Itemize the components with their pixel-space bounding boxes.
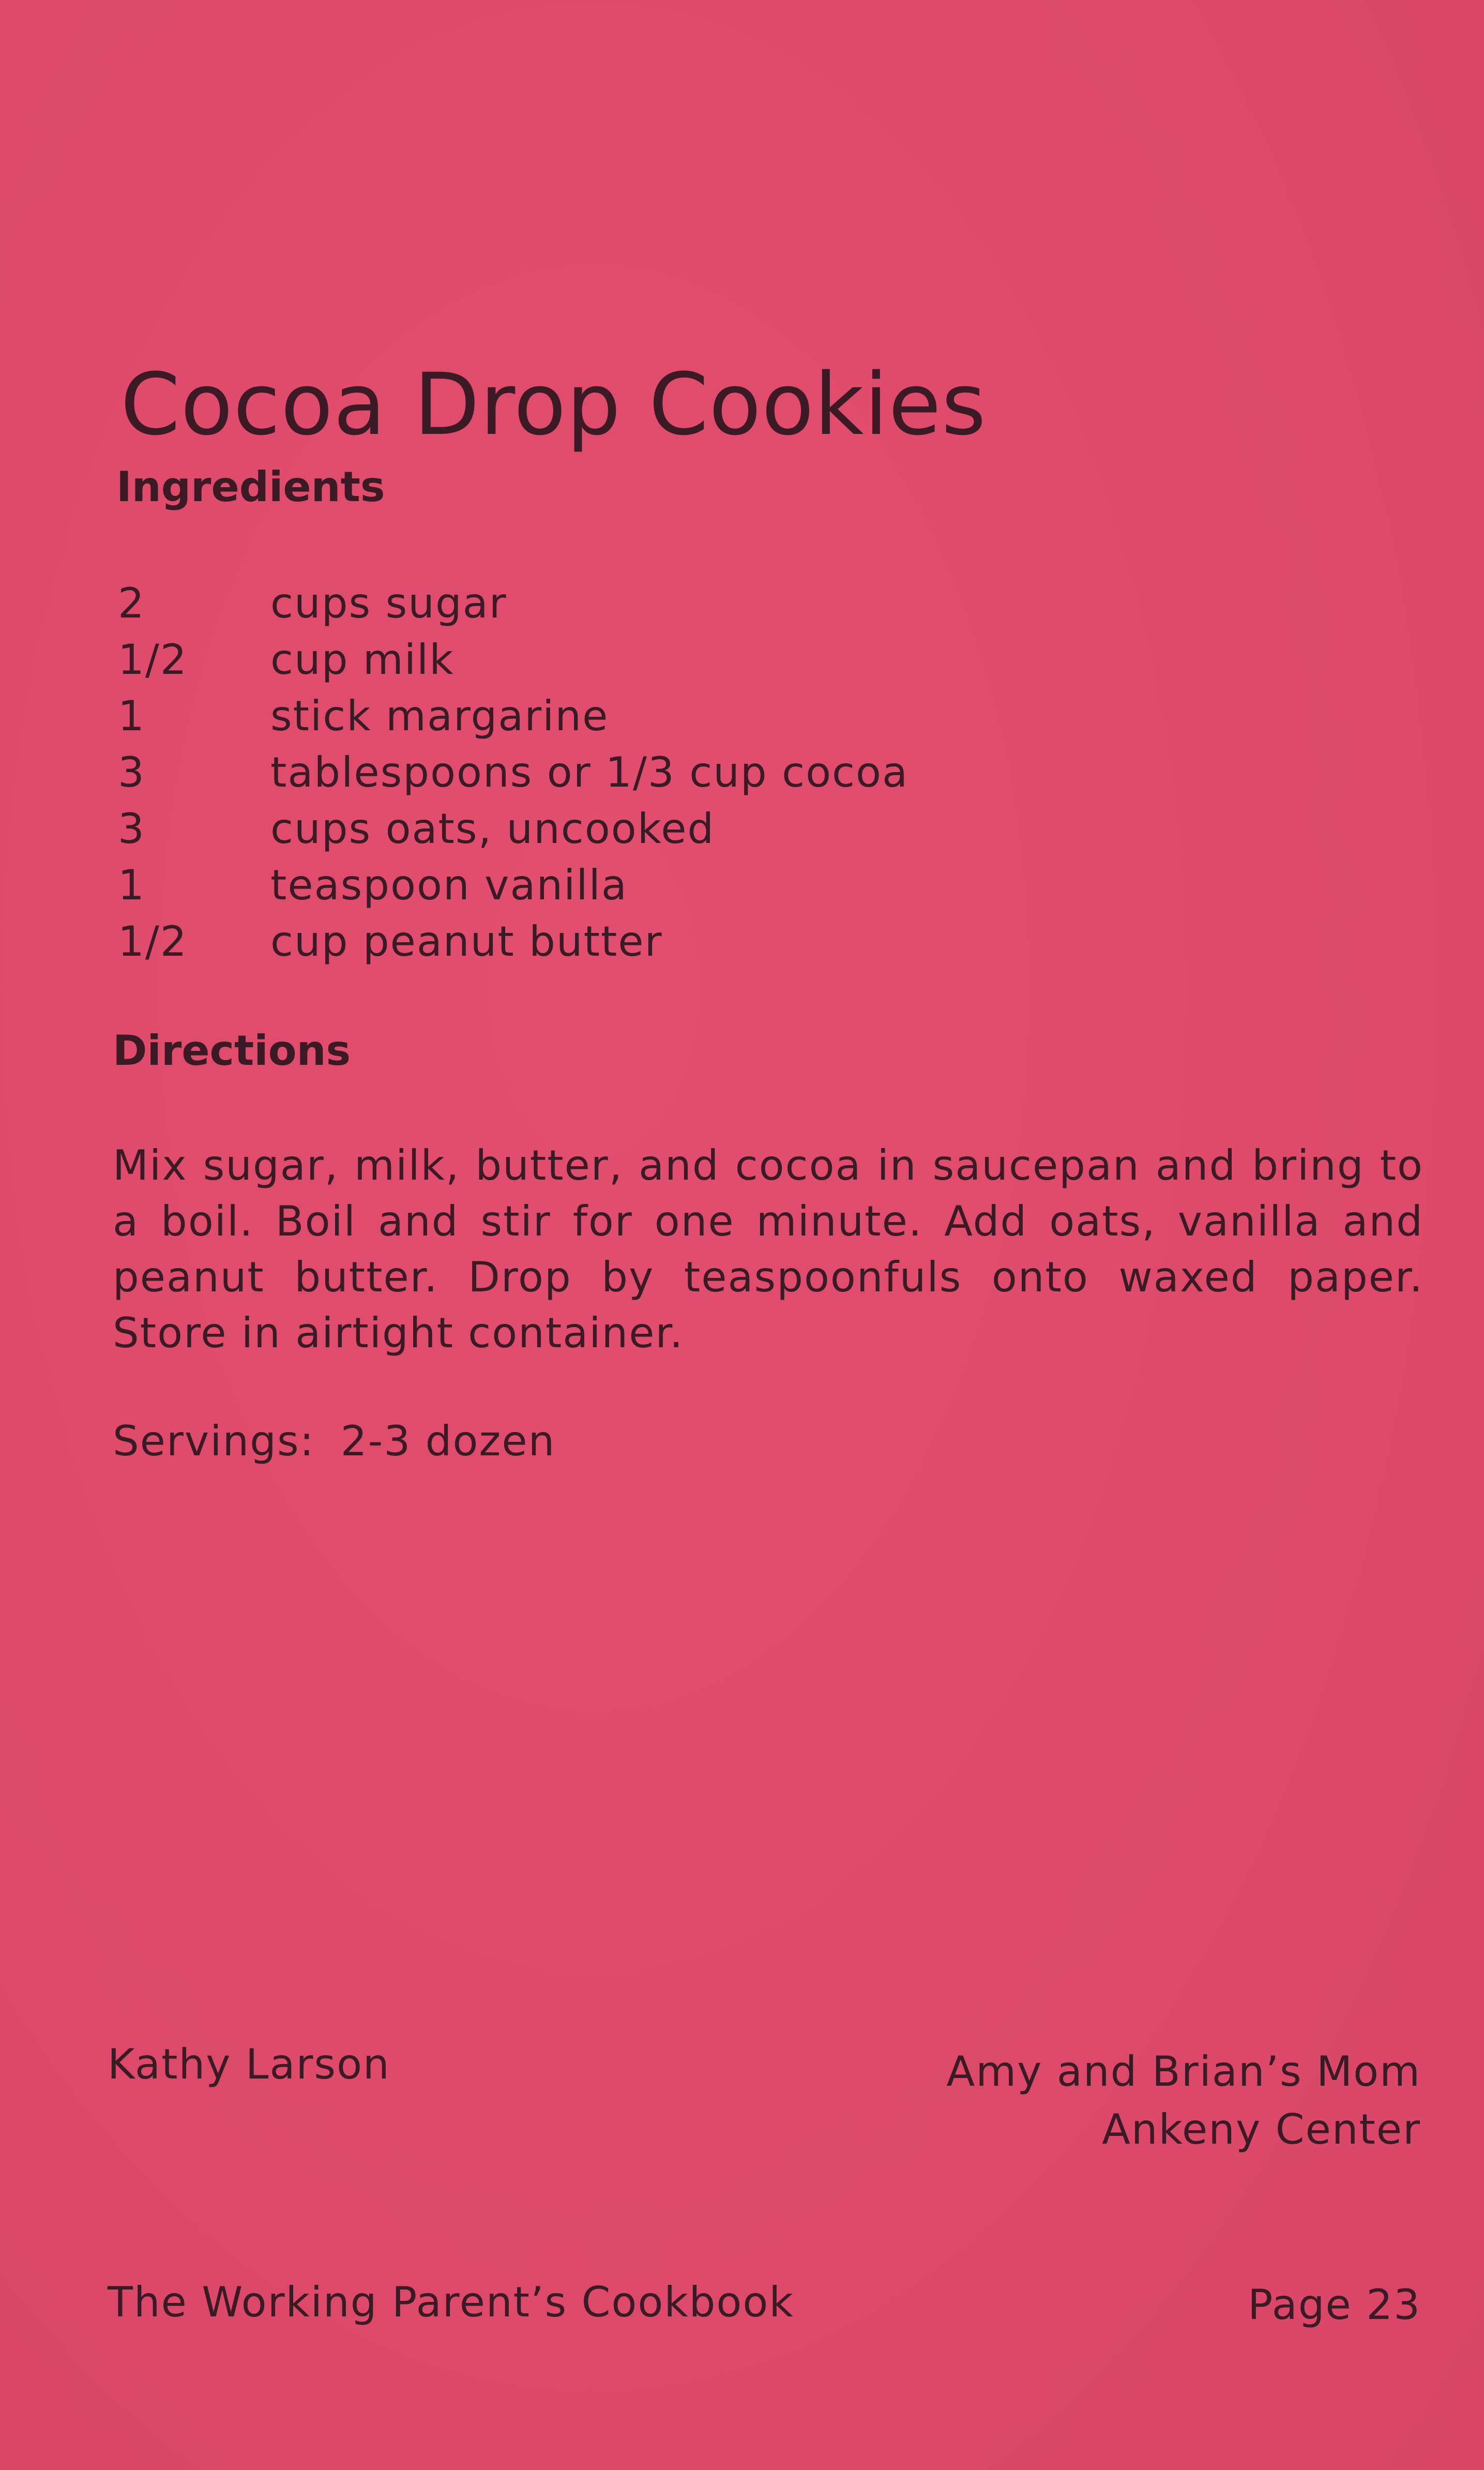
- footer-page-number: Page 23: [1248, 2281, 1421, 2329]
- ingredient-quantity: 3: [118, 805, 145, 853]
- ingredients-list: [118, 575, 908, 970]
- servings-label: Servings:: [113, 1417, 315, 1465]
- contributor-credit: [946, 2043, 1421, 2159]
- servings-line: [113, 1417, 555, 1465]
- contributor-name: Kathy Larson: [108, 2040, 390, 2088]
- servings-value: 2-3 dozen: [340, 1417, 556, 1465]
- ingredient-row: [118, 688, 908, 744]
- footer-book-title: The Working Parent’s Cookbook: [108, 2278, 794, 2326]
- ingredient-quantity: 1/2: [118, 917, 188, 966]
- ingredient-name: teaspoon vanilla: [270, 861, 628, 909]
- ingredient-row: [118, 857, 908, 913]
- ingredients-heading: Ingredients: [116, 463, 385, 511]
- ingredient-quantity: 1/2: [118, 636, 188, 684]
- ingredient-quantity: 3: [118, 748, 145, 796]
- directions-paragraph: Mix sugar, milk, butter, and cocoa in saucepan and bring to a boil. Boil and stir for one minute. Add oats, vanilla and peanut butter. Drop by teaspoonfuls onto waxed paper. Store in airtight container.: [113, 1141, 1424, 1357]
- ingredient-row: [118, 744, 908, 801]
- ingredient-row: [118, 801, 908, 857]
- ingredient-row: [118, 631, 908, 688]
- ingredient-row: [118, 575, 908, 631]
- ingredient-name: tablespoons or 1/3 cup cocoa: [270, 748, 909, 796]
- ingredient-quantity: 1: [118, 692, 145, 740]
- ingredient-name: cups oats, uncooked: [270, 805, 715, 853]
- ingredient-quantity: 1: [118, 861, 145, 909]
- ingredient-quantity: 2: [118, 579, 145, 627]
- ingredient-row: [118, 913, 908, 970]
- recipe-title: Cocoa Drop Cookies: [120, 354, 987, 454]
- contributor-center: Ankeny Center: [1102, 2105, 1421, 2153]
- ingredient-name: cups sugar: [270, 579, 507, 627]
- ingredient-name: cup peanut butter: [270, 917, 663, 966]
- contributor-relation: Amy and Brian’s Mom: [946, 2047, 1421, 2096]
- ingredient-name: cup milk: [270, 636, 455, 684]
- directions-heading: Directions: [113, 1027, 351, 1075]
- ingredient-name: stick margarine: [270, 692, 609, 740]
